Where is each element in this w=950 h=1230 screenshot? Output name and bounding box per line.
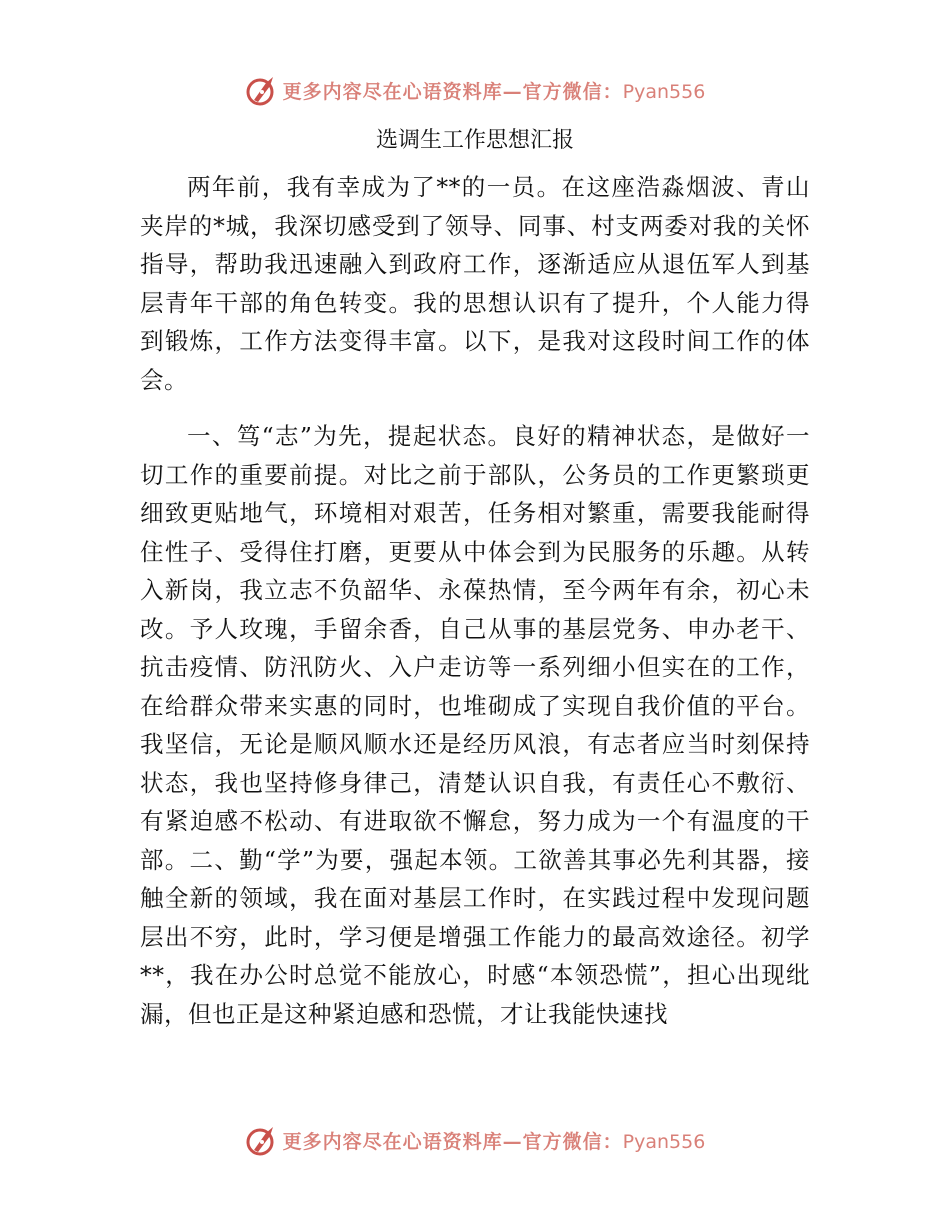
paragraph-section-one: 一、笃“志”为先，提起状态。良好的精神状态，是做好一切工作的重要前提。对比之前于部队，公务员的工作更繁琐更细致更贴地气，环境相对艰苦，任务相对繁重，需要我能耐得住性子、受得住打磨，更要从中体会到为民服务的乐趣。从转入新岗，我立志不负韶华、永葆热情，至今两年有余，初心未改。予人玫瑰，手留余香，自己从事的基层党务、申办老干、抗击疫情、防汛防火、入户走访等一系列细小但实在的工作，在给群众带来实惠的同时，也堆砌成了实现自我价值的平台。我坚信，无论是顺风顺水还是经历风浪，有志者应当时刻保持状态，我也坚持修身律己，清楚认识自我，有责任心不敷衍、有紧迫感不松动、有进取欲不懈怠，努力成为一个有温度的干部。二、勤“学”为要，强起本领。工欲善其事必先利其器，接触全新的领域，我在面对基层工作时，在实践过程中发现问题层出不穷，此时，学习便是增强工作能力的最高效途径。初学**，我在办公时总觉不能放心，时感“本领恐慌”，担心出现纰漏，但也正是这种紧迫感和恐慌，才让我能快速找 — [140, 422, 810, 1028]
banner-text: 更多内容尽在心语资料库—官方微信：Pyan556 — [282, 80, 706, 103]
wechat-handle: Pyan556 — [622, 80, 706, 103]
paragraph-intro: 两年前，我有幸成为了**的一员。在这座浩淼烟波、青山夹岸的*城，我深切感受到了领导、同事、村支两委对我的关怀指导，帮助我迅速融入到政府工作，逐渐适应从退伍军人到基层青年干部的角色转变。我的思想认识有了提升，个人能力得到锻炼，工作方法变得丰富。以下，是我对这段时间工作的体会。 — [140, 173, 810, 394]
page-title: 选调生工作思想汇报 — [375, 128, 574, 153]
header-banner — [0, 70, 950, 110]
wechat-handle: Pyan556 — [622, 1130, 706, 1153]
footer-banner — [0, 1120, 950, 1160]
pen-nib-logo-icon — [245, 1123, 279, 1157]
document-body — [140, 168, 810, 1033]
pen-nib-logo-icon — [245, 73, 279, 107]
banner-text: 更多内容尽在心语资料库—官方微信：Pyan556 — [282, 1130, 706, 1153]
